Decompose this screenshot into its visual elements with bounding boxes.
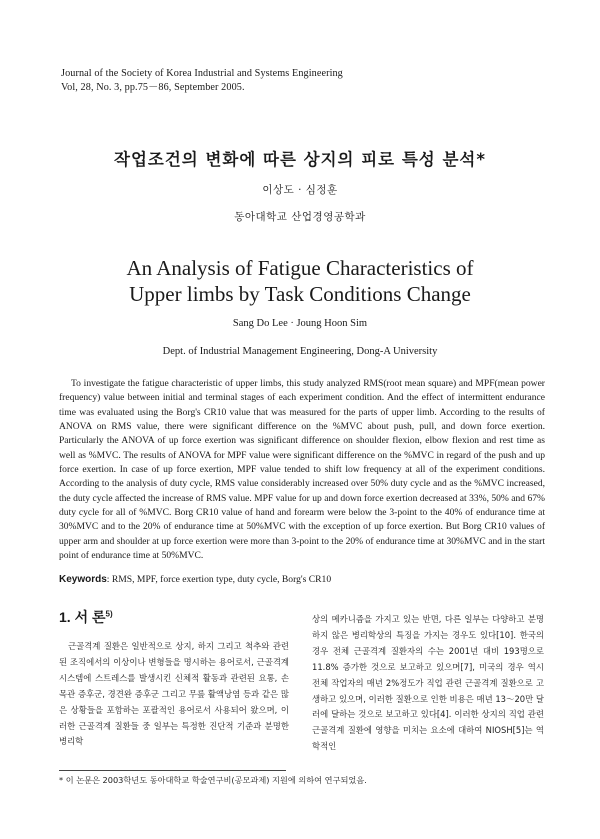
section-ref: 5) <box>105 609 113 619</box>
english-title-line1: An Analysis of Fatigue Characteristics of <box>126 256 474 280</box>
english-affiliation: Dept. of Industrial Management Engineering, Dong-A University <box>162 346 438 357</box>
korean-title: 작업조건의 변화에 따른 상지의 피로 특성 분석* <box>114 150 486 169</box>
footnote-divider <box>59 770 286 771</box>
keywords-label: Keywords <box>59 574 107 585</box>
keywords <box>59 574 545 585</box>
journal-name: Journal of the Society of Korea Industrial and Systems Engineering <box>61 68 343 79</box>
body-column-left <box>59 639 289 750</box>
abstract <box>59 377 545 563</box>
journal-volume: Vol, 28, No. 3, pp.75－86, September 2005. <box>61 82 245 93</box>
section-heading <box>59 607 113 627</box>
english-title <box>0 255 600 307</box>
body-column-right <box>312 612 544 755</box>
korean-affiliation: 동아대학교 산업경영공학과 <box>234 211 366 223</box>
keywords-text: : RMS, MPF, force exertion type, duty cycle, Borg's CR10 <box>106 574 332 585</box>
journal-header <box>61 67 343 95</box>
body-left-text: 근골격계 질환은 일반적으로 상지, 하지 그리고 척추와 관련된 조직에서의 이상이나 변형들을 명시하는 용어로서, 근골격계 시스템에 스트레스를 발생시킨 신체적 활동과 관련된 요통, 손목관 증후군, 경견완 증후군 그리고 무릎 활액낭염 등과 같은 많은 상황들을 포함하는 포괄적인 용어로서 사용되어 왔으며, 이러한 근골격계 질환들 중 일부는 특정한 진단적 기준과 분명한 병리학 <box>59 641 289 747</box>
english-title-line2: Upper limbs by Task Conditions Change <box>129 282 471 306</box>
korean-authors: 이상도 · 심정훈 <box>262 184 338 196</box>
body-right-text: 상의 메카니즘을 가지고 있는 반면, 다른 일부는 다양하고 분명하지 않은 병리학상의 특징을 가지는 경우도 있다[10]. 한국의 경우 전체 근골격계 질환자의 수는 2001년 대비 193명으로 11.8% 증가한 것으로 보고하고 있으며[7], 미국의 경우 역시 전체 작업자의 매년 2%정도가 직업 관련 근골격계 질환으로 고생하고 있으며, 이러한 질환으로 인한 비용은 매년 13～20만 달러에 달하는 것으로 보고하고 있다[4]. 이러한 상지의 직업 관련 근골격계 질환에 영향을 미치는 요소에 대하여 NIOSH[5]는 역학적인 <box>312 614 544 752</box>
footnote: * 이 논문은 2003학년도 동아대학교 학술연구비(공모과제) 지원에 의하여 연구되었음. <box>59 775 367 785</box>
section-title: 1. 서 론 <box>59 609 106 625</box>
english-authors: Sang Do Lee · Joung Hoon Sim <box>232 318 368 329</box>
abstract-text: To investigate the fatigue characteristic of upper limbs, this study analyzed RMS(root mean square) and MPF(mean power frequency) value between initial and terminal stages of each experiment condition. And the effect of intermittent endurance time was evaluated using the Borg's CR10 value that was measured for the parts of upper limb. According to the results of ANOVA on RMS value, there were significant difference on the %MVC about push, pull, and down force exertion. Particularly the ANOVA of up force exertion was significant difference on shoulder flexion, elbow flexion and rest time as well as %MVC. The results of ANOVA for MPF value were significant difference on the %MVC in regard of the push and up force exertion. In case of up force exertion, MPF value tended to shift low frequency at all of the experiment conditions. According to the analysis of duty cycle, RMS value considerably increased over 50% duty cycle and as the %MVC increased, the duty cycle affected the increase of RMS value. MPF value for up and down force exertion decreased at 33%, 50% and 67% duty cycle for all of %MVC. Borg CR10 value of hand and forearm were below the 3-point to the 40% of endurance time at 30%MVC and to the 20% of endurance time at 50%MVC with the exception of up force exertion. But Borg CR10 values of upper arm and shoulder at up force exertion were more than 3-point to the 20% of endurance time at 30%MVC and in the start point of endurance time at 50%MVC. <box>59 378 545 562</box>
